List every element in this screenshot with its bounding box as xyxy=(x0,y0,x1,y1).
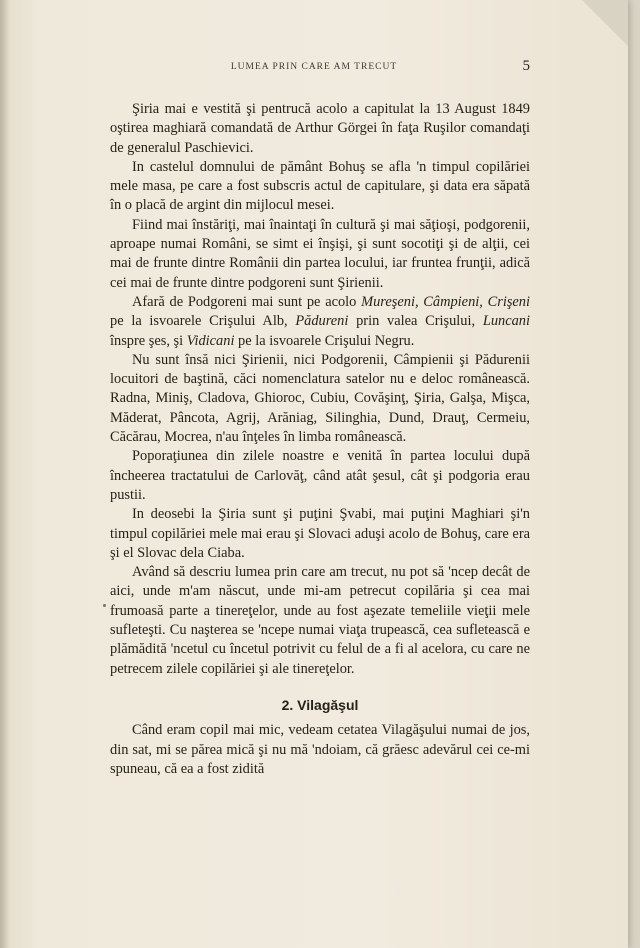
paragraph: Când eram copil mai mic, vedeam cetatea Vilagăşului numai de jos, din sat, mi se părea mică şi nu mă 'ndoiam, că grăesc adevărul cei ce-mi spuneau, că ea a fost zidită xyxy=(110,722,530,777)
italic-term: Mureşeni, Câmpieni, Crişeni xyxy=(361,293,530,310)
paragraph: Având să descriu lumea prin care am trecut, nu pot să 'ncep decât de aici, unde m'am născut, unde mi-am petrecut copilăria şi cea mai frumoasă parte a tinereţelor, unde au fost aşezate temeliile vieţii mele sufleteşti. Cu naşterea se 'ncepe numai viaţa trupească, cea sufletească e plămădită 'ncetul cu încetul potrivit cu felul de a fi al acelora, cu care ne petrecem zilele copilăriei şi ale tinereţelor. xyxy=(110,564,530,677)
italic-term: Pădureni xyxy=(295,313,349,330)
running-head: LUMEA PRIN CARE AM TRECUT xyxy=(230,62,398,72)
italic-term: Luncani xyxy=(482,313,530,330)
paragraph: In deosebi la Şiria sunt şi puţini Şvabi, mai puţini Maghiari şi'n timpul copilăriei mele mai erau şi Slovaci aduşi acolo de Bohuş, care era şi el Slovac dela Ciaba. xyxy=(110,506,530,561)
paragraph: Şiria mai e vestită şi pentrucă acolo a capitulat la 13 August 1849 oştirea maghiară comandată de Arthur Görgei în faţa Ruşilor comandaţi de generalul Paschievici. xyxy=(110,101,530,156)
paper-speck xyxy=(103,604,106,607)
page-number: 5 xyxy=(522,58,530,74)
text-run: Afară de Podgoreni mai sunt pe acolo xyxy=(132,293,362,310)
paragraph: Fiind mai înstăriţi, mai înaintaţi în cultură şi mai săţioşi, podgorenii, aproape numai Români, se simt ei înşişi, şi sunt socotiţi şi de alţii, cei mai de frunte dintre Românii din partea locului, iar fruntea frunţii, adică cei mai de frunte dintre podgoreni sunt Şirienii. xyxy=(110,216,530,291)
torn-corner xyxy=(582,0,628,46)
text-run: înspre şes, şi xyxy=(110,332,187,349)
text-run: pe la isvoarele Crişului Negru. xyxy=(234,332,415,349)
paragraph: Nu sunt însă nici Şirienii, nici Podgorenii, Câmpienii şi Pădurenii locuitori de baştină, căci nomenclatura satelor nu e deloc românească. Radna, Miniş, Cladova, Ghioroc, Cubiu, Covăşinţ, Şiria, Galşa, Mişca, Măderat, Pâncota, Agrij, Arăniag, Silinghia, Dund, Drauţ, Cermeiu, Căcărau, Mocrea, n'au înţeles în limba românească. xyxy=(110,351,530,446)
section-title: 2. Vilagăşul xyxy=(281,696,359,713)
body-text xyxy=(110,100,530,779)
paragraph: Poporaţiunea din zilele noastre e venită în partea locului după încheerea tractatului de Carlovăţ, când atât şesul, cât şi podgoria erau pustii. xyxy=(110,448,530,503)
italic-term: Vidicani xyxy=(186,332,235,349)
text-run: prin valea Crişului, xyxy=(348,313,483,330)
text-run: pe la isvoarele Crişului Alb, xyxy=(110,313,296,330)
paragraph: In castelul domnului de pământ Bohuş se afla 'n timpul copilăriei mele masa, pe care a fost subscris actul de capitulare, şi data era săpată în o placă de argint din mijlocul mesei. xyxy=(110,158,530,214)
paragraph xyxy=(110,293,530,351)
